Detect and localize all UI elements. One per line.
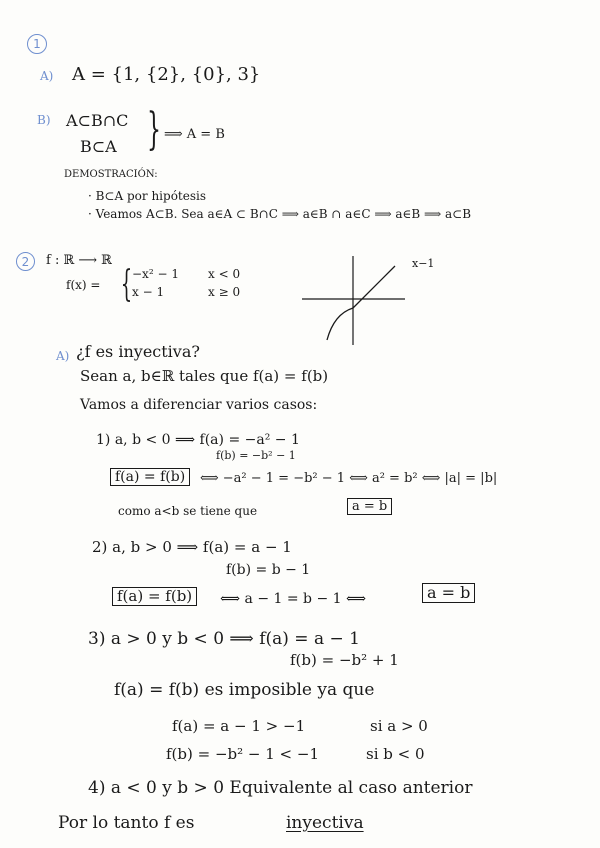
case-2-heading: 2) a, b > 0 ⟹ f(a) = a − 1 (92, 538, 292, 556)
case-3-line-1-cond: si a > 0 (370, 717, 428, 735)
case-3-fb: f(b) = −b² + 1 (290, 651, 399, 669)
p1-demo-bullet-2: · Veamos A⊂B. Sea a∈A ⊂ B∩C ⟹ a∈B ∩ a∈C ⟹ a∈B ⟹ a⊂B (88, 207, 472, 221)
p1-hypothesis-1: A⊂B∩C (66, 111, 129, 130)
problem-1-number: 1 (27, 34, 47, 54)
p2-case-2-expr: x − 1 (132, 285, 165, 299)
p2-piecewise-brace: { (120, 264, 133, 305)
p2-question: ¿f es inyectiva? (76, 342, 200, 361)
case-3-line-2: f(b) = −b² − 1 < −1 (166, 745, 320, 763)
p2-case-1-cond: x < 0 (208, 267, 241, 281)
case-3-impossible: f(a) = f(b) es imposible ya que (114, 680, 375, 700)
p1-demo-title: DEMOSTRACIÓN: (64, 169, 158, 180)
p2-part-a-label: A) (56, 349, 70, 363)
case-3-line-2-cond: si b < 0 (366, 745, 425, 763)
case-3-line-1: f(a) = a − 1 > −1 (172, 717, 306, 735)
p2-graph-label: x−1 (412, 257, 435, 270)
case-2-result: a = b (422, 583, 475, 603)
case-1-conclusion: como a<b se tiene que (118, 504, 258, 518)
p2-intro-1: Sean a, b∈ℝ tales que f(a) = f(b) (80, 367, 329, 385)
p1-set-definition: A = {1, {2}, {0}, 3} (72, 64, 261, 85)
p2-function-def: f : ℝ ⟶ ℝ (46, 253, 112, 268)
case-1-boxed-equation: f(a) = f(b) (110, 468, 190, 486)
case-2-chain: ⟺ a − 1 = b − 1 ⟺ (220, 591, 367, 607)
p1-hypothesis-brace: } (147, 104, 161, 155)
case-1-heading: 1) a, b < 0 ⟹ f(a) = −a² − 1 (96, 432, 300, 448)
p2-case-1-expr: −x² − 1 (132, 267, 179, 281)
p2-fx-label: f(x) = (66, 278, 101, 292)
p2-case-2-cond: x ≥ 0 (208, 285, 241, 299)
case-1-chain: ⟺ −a² − 1 = −b² − 1 ⟺ a² = b² ⟺ |a| = |b| (200, 471, 498, 486)
p1-hypothesis-2: B⊂A (80, 137, 117, 156)
case-2-boxed-equation: f(a) = f(b) (112, 587, 197, 606)
case-1-fb: f(b) = −b² − 1 (216, 449, 296, 462)
p1-part-b-label: B) (37, 113, 51, 127)
p2-intro-2: Vamos a diferenciar varios casos: (80, 397, 318, 413)
case-2-fb: f(b) = b − 1 (226, 562, 311, 578)
p1-conclusion: ⟹ A = B (164, 127, 225, 142)
final-conclusion-word: inyectiva (286, 813, 364, 833)
p1-demo-bullet-1: · B⊂A por hipótesis (88, 189, 206, 203)
case-1-result: a = b (347, 498, 392, 515)
case-4-statement: 4) a < 0 y b > 0 Equivalente al caso anterior (88, 778, 473, 798)
final-statement: Por lo tanto f es (58, 813, 195, 833)
p1-part-a-label: A) (40, 69, 54, 83)
case-3-heading: 3) a > 0 y b < 0 ⟹ f(a) = a − 1 (88, 629, 360, 649)
problem-2-number: 2 (16, 252, 35, 271)
